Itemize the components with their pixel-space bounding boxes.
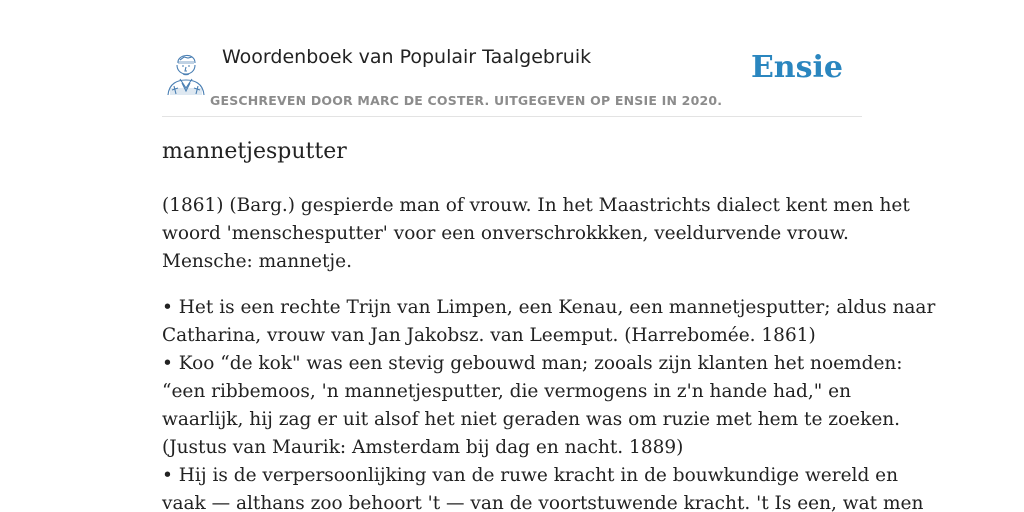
example-line: Catharina, vrouw van Jan Jakobsz. van Leemput. (Harrebomée. 1861) (162, 325, 816, 346)
definition-line: Mensche: mannetje. (162, 251, 352, 272)
definition-line: woord 'menschesputter' voor een onverschrokkken, veeldurvende vrouw. (162, 223, 849, 244)
example-line: • Het is een rechte Trijn van Limpen, een Kenau, een mannetjesputter; aldus naar (162, 297, 936, 318)
definition-line: (1861) (Barg.) gespierde man of vrouw. In het Maastrichts dialect kent men het (162, 195, 910, 216)
author-portrait-icon (164, 46, 208, 96)
example-line: • Hij is de verpersoonlijking van de ruwe kracht in de bouwkundige wereld en (162, 465, 899, 486)
example-line: (Justus van Maurik: Amsterdam bij dag en nacht. 1889) (162, 437, 684, 458)
entry-body (162, 192, 936, 512)
example-line: • Koo “de kok" was een stevig gebouwd man; zooals zijn klanten het noemden: (162, 353, 903, 374)
example-line: vaak — althans zoo behoort 't — van de voortstuwende kracht. 't Is een, wat men (162, 493, 924, 512)
entry-definition (162, 192, 910, 276)
example-line: waarlijk, hij zag er uit alsof het niet geraden was om ruzie met hem te zoeken. (162, 409, 901, 430)
example-line: “een ribbemoos, 'n mannetjesputter, die vermogens in z'n hande had," en (162, 381, 851, 402)
author-byline: GESCHREVEN DOOR MARC DE COSTER. UITGEGEVEN OP ENSIE IN 2020. (210, 93, 723, 108)
book-title[interactable]: Woordenboek van Populair Taalgebruik (222, 46, 592, 68)
dictionary-header (162, 40, 862, 117)
entry-title: mannetjesputter (162, 139, 347, 164)
ensie-logo[interactable]: Ensie (750, 50, 843, 85)
entry-examples (162, 294, 936, 512)
